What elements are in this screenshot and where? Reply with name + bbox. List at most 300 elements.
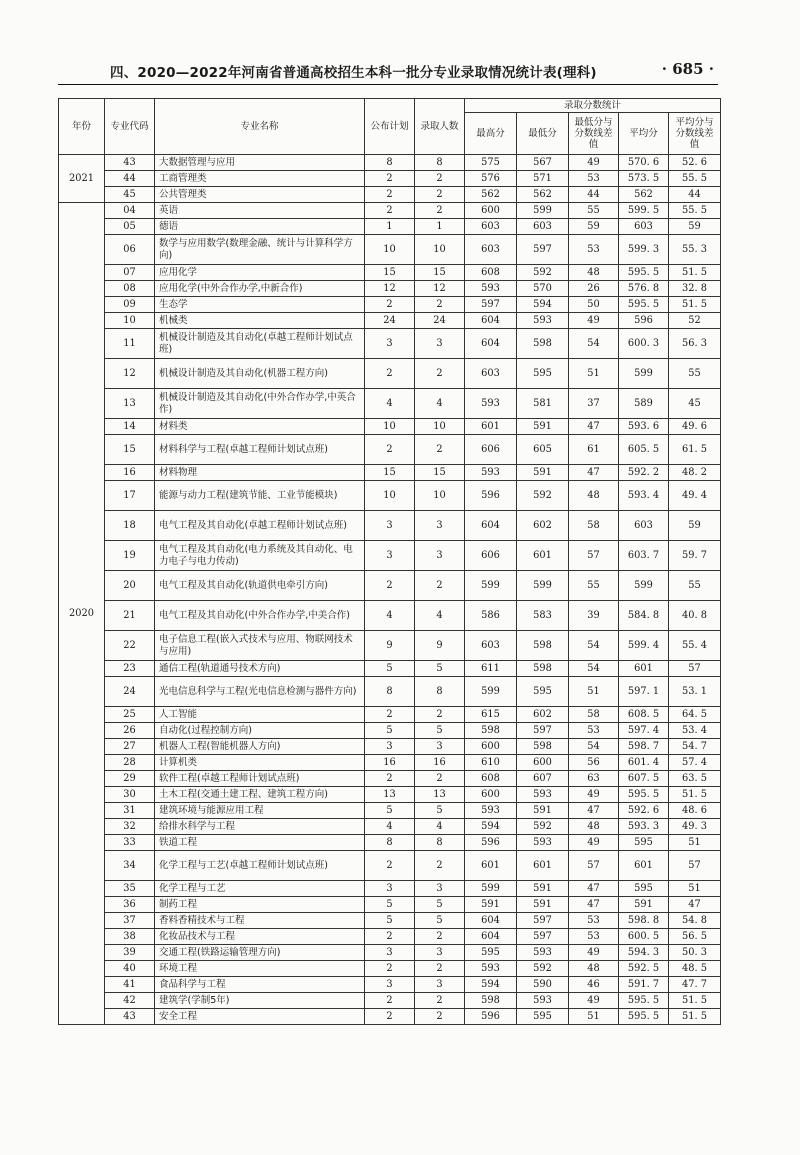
cell-avg-diff: 48. 2 (669, 465, 721, 481)
cell-max: 596 (465, 835, 517, 851)
cell-avg: 597. 4 (619, 723, 669, 739)
cell-code: 20 (105, 571, 155, 601)
cell-admitted: 3 (415, 329, 465, 359)
cell-avg: 603 (619, 511, 669, 541)
page-title: 四、2020—2022年河南省普通高校招生本科一批分专业录取情况统计表(理科) (110, 65, 597, 81)
table-row (59, 171, 721, 187)
cell-plan: 3 (365, 881, 415, 897)
cell-min-diff: 54 (569, 661, 619, 677)
cell-min: 590 (517, 977, 569, 993)
cell-name: 机械类 (155, 313, 365, 329)
cell-admitted: 2 (415, 993, 465, 1009)
cell-plan: 2 (365, 187, 415, 203)
cell-min-diff: 47 (569, 419, 619, 435)
cell-min: 602 (517, 511, 569, 541)
cell-min-diff: 55 (569, 203, 619, 219)
cell-plan: 2 (365, 171, 415, 187)
cell-name: 电气工程及其自动化(轨道供电牵引方向) (155, 571, 365, 601)
cell-avg-diff: 57 (669, 851, 721, 881)
cell-avg-diff: 55. 3 (669, 235, 721, 265)
cell-max: 604 (465, 511, 517, 541)
cell-min-diff: 53 (569, 929, 619, 945)
cell-code: 06 (105, 235, 155, 265)
cell-code: 08 (105, 281, 155, 297)
cell-name: 英语 (155, 203, 365, 219)
cell-plan: 2 (365, 929, 415, 945)
cell-avg: 589 (619, 389, 669, 419)
cell-code: 05 (105, 219, 155, 235)
cell-min-diff: 51 (569, 677, 619, 707)
cell-code: 04 (105, 203, 155, 219)
table-row (59, 723, 721, 739)
cell-plan: 2 (365, 435, 415, 465)
cell-max: 597 (465, 297, 517, 313)
cell-avg-diff: 63. 5 (669, 771, 721, 787)
cell-avg: 595. 5 (619, 1009, 669, 1025)
cell-avg-diff: 48. 5 (669, 961, 721, 977)
cell-min: 607 (517, 771, 569, 787)
cell-avg: 573. 5 (619, 171, 669, 187)
cell-code: 27 (105, 739, 155, 755)
table-row (59, 203, 721, 219)
cell-name: 电气工程及其自动化(中外合作办学,中美合作) (155, 601, 365, 631)
cell-avg: 601 (619, 851, 669, 881)
cell-min-diff: 37 (569, 389, 619, 419)
cell-admitted: 2 (415, 929, 465, 945)
table-row (59, 803, 721, 819)
cell-min: 591 (517, 803, 569, 819)
cell-avg: 576. 8 (619, 281, 669, 297)
cell-plan: 3 (365, 739, 415, 755)
cell-max: 595 (465, 945, 517, 961)
cell-avg: 600. 3 (619, 329, 669, 359)
cell-max: 600 (465, 739, 517, 755)
cell-avg-diff: 55 (669, 571, 721, 601)
admission-table (58, 98, 721, 1025)
cell-admitted: 3 (415, 881, 465, 897)
cell-min: 593 (517, 945, 569, 961)
cell-min-diff: 46 (569, 977, 619, 993)
cell-admitted: 2 (415, 171, 465, 187)
cell-name: 机械设计制造及其自动化(卓越工程师计划试点班) (155, 329, 365, 359)
cell-min: 605 (517, 435, 569, 465)
cell-min-diff: 39 (569, 601, 619, 631)
cell-avg-diff: 55. 4 (669, 631, 721, 661)
table-row (59, 881, 721, 897)
cell-min-diff: 48 (569, 819, 619, 835)
cell-min-diff: 49 (569, 155, 619, 171)
cell-avg: 598. 8 (619, 913, 669, 929)
cell-admitted: 2 (415, 961, 465, 977)
cell-name: 自动化(过程控制方向) (155, 723, 365, 739)
cell-code: 21 (105, 601, 155, 631)
cell-min-diff: 58 (569, 511, 619, 541)
cell-code: 29 (105, 771, 155, 787)
cell-name: 化学工程与工艺(卓越工程师计划试点班) (155, 851, 365, 881)
cell-code: 26 (105, 723, 155, 739)
cell-avg-diff: 51 (669, 881, 721, 897)
cell-avg-diff: 48. 6 (669, 803, 721, 819)
cell-min: 601 (517, 541, 569, 571)
header-admitted: 录取人数 (415, 99, 465, 155)
cell-code: 42 (105, 993, 155, 1009)
table-row (59, 541, 721, 571)
cell-min-diff: 56 (569, 755, 619, 771)
cell-avg: 599. 4 (619, 631, 669, 661)
cell-plan: 5 (365, 661, 415, 677)
table-row (59, 219, 721, 235)
cell-avg-diff: 52 (669, 313, 721, 329)
cell-name: 生态学 (155, 297, 365, 313)
cell-min: 595 (517, 1009, 569, 1025)
cell-avg: 599 (619, 571, 669, 601)
cell-avg: 605. 5 (619, 435, 669, 465)
cell-min-diff: 48 (569, 961, 619, 977)
cell-min-diff: 51 (569, 1009, 619, 1025)
header-max: 最高分 (465, 113, 517, 155)
cell-avg: 595 (619, 835, 669, 851)
cell-plan: 1 (365, 219, 415, 235)
cell-min-diff: 58 (569, 707, 619, 723)
cell-code: 14 (105, 419, 155, 435)
cell-plan: 2 (365, 707, 415, 723)
cell-min: 599 (517, 571, 569, 601)
table-row (59, 897, 721, 913)
table-row (59, 265, 721, 281)
cell-name: 香料香精技术与工程 (155, 913, 365, 929)
cell-plan: 5 (365, 913, 415, 929)
cell-min-diff: 51 (569, 359, 619, 389)
table-row (59, 329, 721, 359)
cell-admitted: 15 (415, 265, 465, 281)
cell-min-diff: 49 (569, 945, 619, 961)
cell-name: 材料物理 (155, 465, 365, 481)
cell-plan: 2 (365, 993, 415, 1009)
cell-plan: 2 (365, 851, 415, 881)
cell-code: 13 (105, 389, 155, 419)
table-row (59, 787, 721, 803)
cell-max: 598 (465, 993, 517, 1009)
cell-admitted: 3 (415, 739, 465, 755)
cell-name: 制药工程 (155, 897, 365, 913)
admission-table-wrapper (58, 98, 720, 1025)
cell-name: 材料类 (155, 419, 365, 435)
cell-min-diff: 61 (569, 435, 619, 465)
cell-code: 09 (105, 297, 155, 313)
cell-min: 583 (517, 601, 569, 631)
cell-plan: 3 (365, 511, 415, 541)
cell-max: 576 (465, 171, 517, 187)
cell-code: 16 (105, 465, 155, 481)
cell-avg: 599 (619, 359, 669, 389)
cell-min: 571 (517, 171, 569, 187)
header-min: 最低分 (517, 113, 569, 155)
table-row (59, 419, 721, 435)
cell-avg: 598. 7 (619, 739, 669, 755)
table-row (59, 677, 721, 707)
cell-avg-diff: 53. 4 (669, 723, 721, 739)
cell-max: 599 (465, 881, 517, 897)
cell-avg-diff: 51. 5 (669, 993, 721, 1009)
cell-name: 软件工程(卓越工程师计划试点班) (155, 771, 365, 787)
cell-avg-diff: 49. 6 (669, 419, 721, 435)
cell-min: 602 (517, 707, 569, 723)
cell-year: 2020 (59, 203, 105, 1025)
cell-max: 593 (465, 389, 517, 419)
cell-name: 计算机类 (155, 755, 365, 771)
cell-plan: 5 (365, 803, 415, 819)
cell-name: 公共管理类 (155, 187, 365, 203)
cell-code: 12 (105, 359, 155, 389)
cell-min: 598 (517, 739, 569, 755)
cell-min-diff: 55 (569, 571, 619, 601)
table-row (59, 913, 721, 929)
cell-avg: 599. 3 (619, 235, 669, 265)
cell-name: 食品科学与工程 (155, 977, 365, 993)
cell-min: 592 (517, 265, 569, 281)
cell-admitted: 2 (415, 1009, 465, 1025)
cell-name: 数学与应用数学(数理金融、统计与计算科学方向) (155, 235, 365, 265)
cell-min-diff: 48 (569, 265, 619, 281)
cell-name: 通信工程(轨道通号技术方向) (155, 661, 365, 677)
cell-year: 2021 (59, 155, 105, 203)
cell-admitted: 5 (415, 723, 465, 739)
cell-code: 19 (105, 541, 155, 571)
cell-plan: 3 (365, 329, 415, 359)
cell-min-diff: 57 (569, 851, 619, 881)
page-header (58, 58, 718, 85)
cell-max: 604 (465, 329, 517, 359)
cell-avg: 595. 5 (619, 297, 669, 313)
cell-code: 23 (105, 661, 155, 677)
cell-plan: 5 (365, 723, 415, 739)
table-row (59, 755, 721, 771)
cell-min-diff: 49 (569, 993, 619, 1009)
cell-avg-diff: 40. 8 (669, 601, 721, 631)
cell-admitted: 5 (415, 803, 465, 819)
header-score-stats: 录取分数统计 (465, 99, 721, 113)
cell-min: 592 (517, 961, 569, 977)
cell-name: 光电信息科学与工程(光电信息检测与器件方向) (155, 677, 365, 707)
cell-avg: 593. 4 (619, 481, 669, 511)
cell-avg: 603. 7 (619, 541, 669, 571)
cell-plan: 13 (365, 787, 415, 803)
cell-plan: 2 (365, 961, 415, 977)
cell-min: 593 (517, 313, 569, 329)
cell-max: 608 (465, 771, 517, 787)
cell-admitted: 10 (415, 419, 465, 435)
table-row (59, 771, 721, 787)
cell-admitted: 8 (415, 677, 465, 707)
cell-max: 604 (465, 929, 517, 945)
cell-code: 45 (105, 187, 155, 203)
cell-min-diff: 48 (569, 481, 619, 511)
table-row (59, 835, 721, 851)
cell-avg: 592. 2 (619, 465, 669, 481)
cell-plan: 15 (365, 265, 415, 281)
cell-max: 593 (465, 961, 517, 977)
cell-plan: 12 (365, 281, 415, 297)
cell-avg-diff: 55. 5 (669, 171, 721, 187)
cell-max: 603 (465, 235, 517, 265)
cell-max: 615 (465, 707, 517, 723)
cell-admitted: 5 (415, 661, 465, 677)
cell-plan: 10 (365, 235, 415, 265)
cell-name: 化妆品技术与工程 (155, 929, 365, 945)
cell-name: 土木工程(交通土建工程、建筑工程方向) (155, 787, 365, 803)
cell-name: 机器人工程(智能机器人方向) (155, 739, 365, 755)
cell-code: 38 (105, 929, 155, 945)
cell-avg: 592. 5 (619, 961, 669, 977)
table-row (59, 313, 721, 329)
cell-max: 610 (465, 755, 517, 771)
cell-avg-diff: 53. 1 (669, 677, 721, 707)
cell-min: 598 (517, 631, 569, 661)
cell-name: 建筑学(学制5年) (155, 993, 365, 1009)
page-number: · 685 · (661, 60, 714, 78)
cell-min-diff: 47 (569, 465, 619, 481)
cell-avg-diff: 57 (669, 661, 721, 677)
cell-min: 598 (517, 329, 569, 359)
table-row (59, 465, 721, 481)
cell-code: 37 (105, 913, 155, 929)
cell-code: 24 (105, 677, 155, 707)
cell-code: 17 (105, 481, 155, 511)
cell-admitted: 3 (415, 977, 465, 993)
cell-avg: 607. 5 (619, 771, 669, 787)
table-row (59, 961, 721, 977)
cell-max: 611 (465, 661, 517, 677)
cell-min: 570 (517, 281, 569, 297)
cell-max: 603 (465, 359, 517, 389)
cell-min: 593 (517, 993, 569, 1009)
cell-avg-diff: 49. 4 (669, 481, 721, 511)
cell-min-diff: 26 (569, 281, 619, 297)
table-row (59, 661, 721, 677)
cell-avg: 593. 6 (619, 419, 669, 435)
table-row (59, 155, 721, 171)
cell-avg-diff: 51. 5 (669, 265, 721, 281)
cell-min: 581 (517, 389, 569, 419)
cell-min-diff: 50 (569, 297, 619, 313)
cell-max: 603 (465, 631, 517, 661)
cell-avg-diff: 44 (669, 187, 721, 203)
cell-avg: 591 (619, 897, 669, 913)
cell-name: 建筑环境与能源应用工程 (155, 803, 365, 819)
cell-min-diff: 54 (569, 739, 619, 755)
cell-max: 603 (465, 219, 517, 235)
cell-plan: 16 (365, 755, 415, 771)
cell-admitted: 2 (415, 571, 465, 601)
table-row (59, 235, 721, 265)
table-row (59, 601, 721, 631)
cell-avg: 592. 6 (619, 803, 669, 819)
cell-admitted: 3 (415, 945, 465, 961)
cell-min: 592 (517, 819, 569, 835)
cell-avg: 595. 5 (619, 993, 669, 1009)
cell-plan: 2 (365, 297, 415, 313)
cell-avg: 599. 5 (619, 203, 669, 219)
cell-min-diff: 53 (569, 171, 619, 187)
cell-code: 39 (105, 945, 155, 961)
table-row (59, 187, 721, 203)
cell-plan: 24 (365, 313, 415, 329)
cell-name: 电子信息工程(嵌入式技术与应用、物联网技术与应用) (155, 631, 365, 661)
cell-min: 591 (517, 897, 569, 913)
cell-min: 597 (517, 913, 569, 929)
cell-code: 15 (105, 435, 155, 465)
cell-admitted: 2 (415, 297, 465, 313)
cell-min-diff: 63 (569, 771, 619, 787)
cell-avg: 601 (619, 661, 669, 677)
cell-avg: 570. 6 (619, 155, 669, 171)
table-row (59, 739, 721, 755)
cell-code: 40 (105, 961, 155, 977)
cell-min: 599 (517, 203, 569, 219)
cell-min-diff: 53 (569, 235, 619, 265)
cell-name: 应用化学 (155, 265, 365, 281)
cell-code: 32 (105, 819, 155, 835)
cell-min: 603 (517, 219, 569, 235)
cell-avg-diff: 47 (669, 897, 721, 913)
table-row (59, 707, 721, 723)
table-row (59, 359, 721, 389)
cell-admitted: 2 (415, 435, 465, 465)
cell-avg-diff: 51 (669, 835, 721, 851)
cell-min-diff: 57 (569, 541, 619, 571)
header-code: 专业代码 (105, 99, 155, 155)
cell-min: 595 (517, 359, 569, 389)
cell-min: 598 (517, 661, 569, 677)
cell-max: 604 (465, 313, 517, 329)
cell-max: 600 (465, 203, 517, 219)
cell-admitted: 3 (415, 511, 465, 541)
cell-name: 铁道工程 (155, 835, 365, 851)
cell-max: 604 (465, 913, 517, 929)
cell-min-diff: 49 (569, 835, 619, 851)
cell-plan: 2 (365, 359, 415, 389)
cell-plan: 4 (365, 389, 415, 419)
cell-plan: 2 (365, 771, 415, 787)
table-row (59, 511, 721, 541)
cell-avg-diff: 49. 3 (669, 819, 721, 835)
cell-max: 599 (465, 677, 517, 707)
cell-min: 597 (517, 723, 569, 739)
table-row (59, 297, 721, 313)
table-row (59, 1009, 721, 1025)
cell-avg-diff: 54. 7 (669, 739, 721, 755)
cell-max: 601 (465, 851, 517, 881)
cell-avg-diff: 55 (669, 359, 721, 389)
cell-plan: 5 (365, 897, 415, 913)
cell-code: 07 (105, 265, 155, 281)
cell-admitted: 1 (415, 219, 465, 235)
cell-admitted: 2 (415, 203, 465, 219)
cell-avg: 596 (619, 313, 669, 329)
cell-max: 594 (465, 819, 517, 835)
cell-name: 电气工程及其自动化(卓越工程师计划试点班) (155, 511, 365, 541)
cell-code: 25 (105, 707, 155, 723)
cell-avg: 608. 5 (619, 707, 669, 723)
cell-admitted: 24 (415, 313, 465, 329)
cell-plan: 4 (365, 819, 415, 835)
header-name: 专业名称 (155, 99, 365, 155)
cell-avg-diff: 59 (669, 511, 721, 541)
cell-plan: 3 (365, 541, 415, 571)
cell-max: 596 (465, 1009, 517, 1025)
cell-name: 材料科学与工程(卓越工程师计划试点班) (155, 435, 365, 465)
cell-min: 597 (517, 929, 569, 945)
